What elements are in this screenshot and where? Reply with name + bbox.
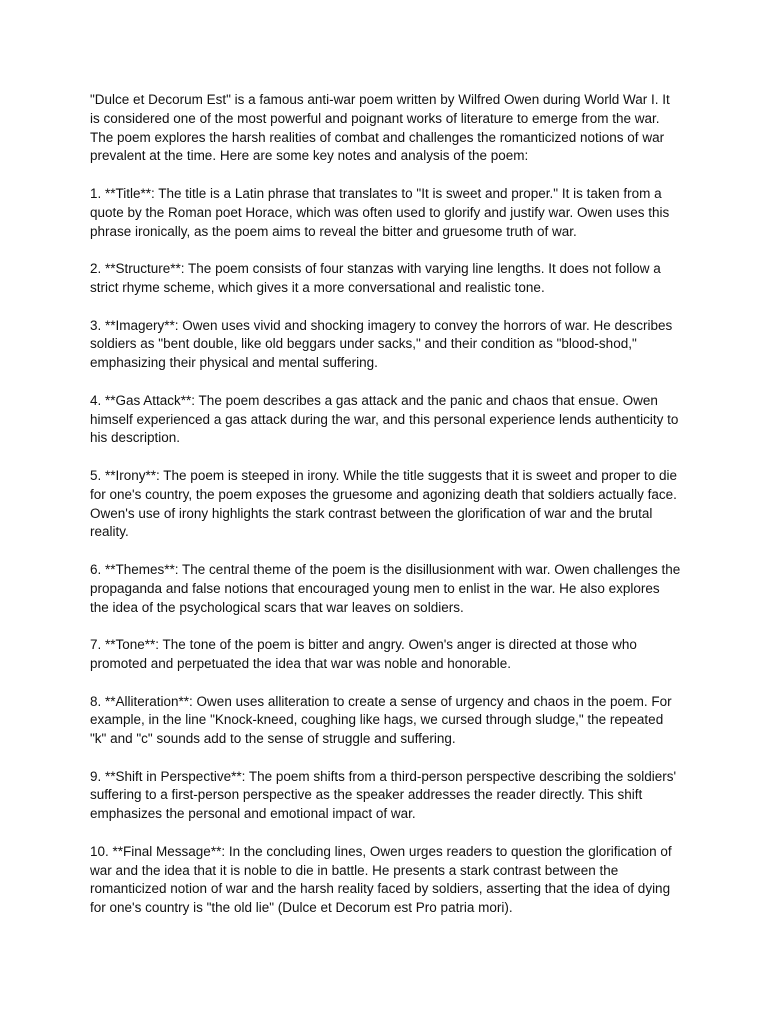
note-final-message: 10. **Final Message**: In the concluding lines, Owen urges readers to question the glorification of war and the idea that it is noble to die in battle. He presents a stark contrast between the romanticized notion of war and the harsh reality faced by soldiers, asserting that the idea of dying for one's country is "the old lie" (Dulce et Decorum est Pro patria mori). — [90, 843, 672, 916]
note-structure: 2. **Structure**: The poem consists of four stanzas with varying line lengths. It does not follow a strict rhyme scheme, which gives it a more conversational and realistic tone. — [90, 261, 661, 295]
document-page — [90, 91, 682, 937]
note-irony: 5. **Irony**: The poem is steeped in irony. While the title suggests that it is sweet and proper to die for one's country, the poem exposes the gruesome and agonizing death that soldiers actually face. Owen's use of irony highlights the stark contrast between the glorification of war and the brutal reality. — [90, 467, 678, 540]
note-imagery: 3. **Imagery**: Owen uses vivid and shocking imagery to convey the horrors of war. He describes soldiers as "bent double, like old beggars under sacks," and their condition as "blood-shod," emphasizing their physical and mental suffering. — [90, 317, 673, 371]
note-tone: 7. **Tone**: The tone of the poem is bitter and angry. Owen's anger is directed at those who promoted and perpetuated the idea that war was noble and honorable. — [90, 637, 637, 671]
note-alliteration: 8. **Alliteration**: Owen uses alliteration to create a sense of urgency and chaos in the poem. For example, in the line "Knock-kneed, coughing like hags, we cursed through sludge," the repeated "k" and "c" sounds add to the sense of struggle and suffering. — [90, 693, 672, 747]
note-gas-attack: 4. **Gas Attack**: The poem describes a gas attack and the panic and chaos that ensue. Owen himself experienced a gas attack during the war, and this personal experience lends authenticity to his description. — [90, 392, 679, 446]
intro-paragraph: "Dulce et Decorum Est" is a famous anti-war poem written by Wilfred Owen during World War I. It is considered one of the most powerful and poignant works of literature to emerge from the war. The poem explores the harsh realities of combat and challenges the romanticized notions of war prevalent at the time. Here are some key notes and analysis of the poem: — [90, 92, 670, 164]
note-shift-in-perspective: 9. **Shift in Perspective**: The poem shifts from a third-person perspective describing the soldiers' suffering to a first-person perspective as the speaker addresses the reader directly. This shift emphasizes the personal and emotional impact of war. — [90, 768, 677, 822]
note-themes: 6. **Themes**: The central theme of the poem is the disillusionment with war. Owen challenges the propaganda and false notions that encouraged young men to enlist in the war. He also explores the idea of the psychological scars that war leaves on soldiers. — [90, 561, 681, 615]
note-title: 1. **Title**: The title is a Latin phrase that translates to "It is sweet and proper." It is taken from a quote by the Roman poet Horace, which was often used to glorify and justify war. Owen uses this phrase ironically, as the poem aims to reveal the bitter and gruesome truth of war. — [90, 185, 670, 239]
